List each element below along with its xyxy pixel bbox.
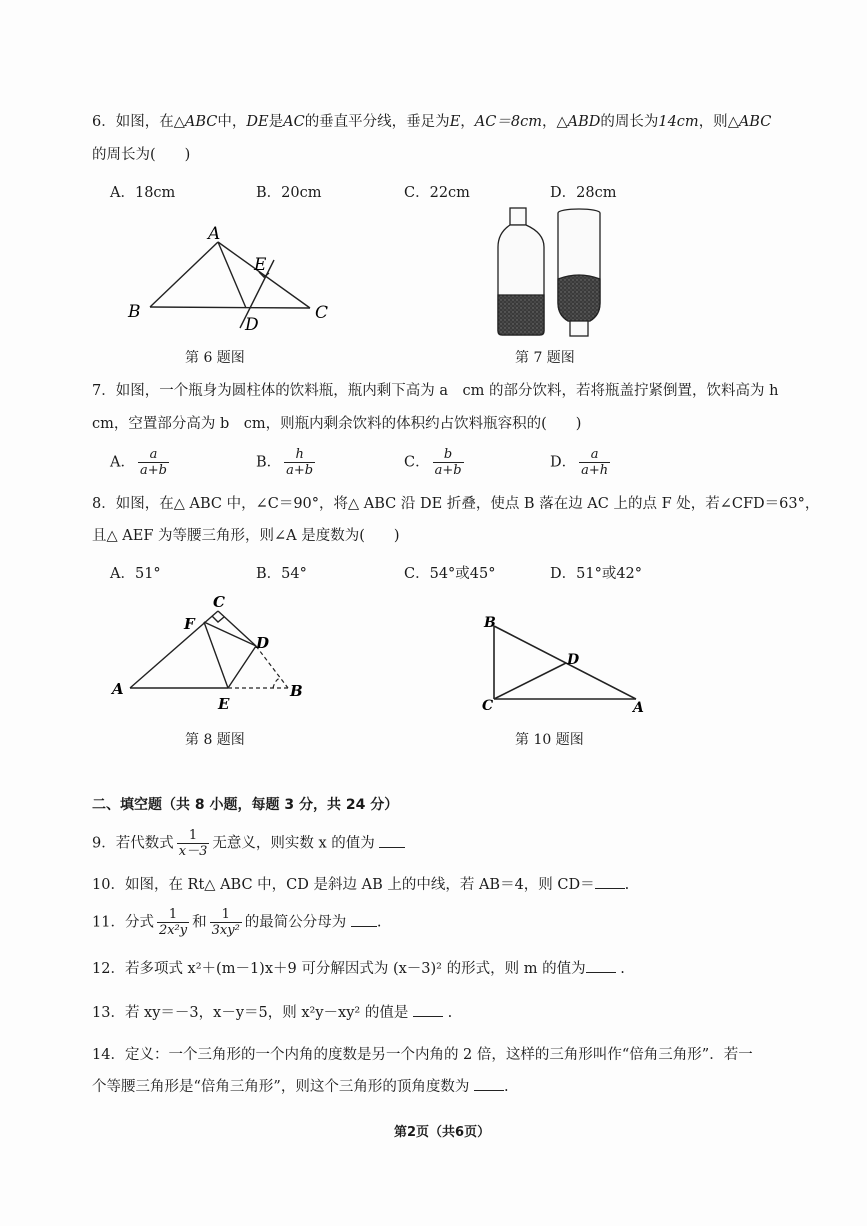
fig10-label-c: C (482, 698, 494, 714)
page-footer: 第2页（共6页） (394, 1125, 491, 1140)
figure-7-bottles (488, 203, 613, 338)
q6-line1: 6．如图，在△ABC中，DE是AC的垂直平分线，垂足为E，AC＝8cm，△ABD的周长为14cm，则△ABC (92, 114, 772, 130)
fig7-upright-cap (510, 208, 526, 225)
q8-option-b: B．54° (256, 566, 307, 582)
q11: 11．分式 $\frac{1}{\text{2x²y}}$ 和 $\frac{1}{\text{3xy²}}$ 的最简公分母为 . (92, 907, 382, 938)
fig8-label-f: F (184, 615, 195, 633)
q8-line1: 8．如图，在△ ABC 中，∠C＝90°，将△ ABC 沿 DE 折叠，使点 B 落在边 AC 上的点 F 处，若∠CFD＝63°， (92, 496, 820, 512)
q6-option-d: D．28cm (550, 185, 617, 201)
q6-option-a: A．18cm (110, 185, 176, 201)
q13: 13．若 xy＝－3，x－y＝5，则 x²y－xy² 的值是 . (92, 1005, 453, 1021)
figure-6 (120, 220, 340, 335)
q14-line1: 14．定义：一个三角形的一个内角的度数是另一个内角的 2 倍，这样的三角形叫作“倍角三角形”．若一 (92, 1047, 753, 1063)
q7-option-c: C． $\frac{b}{a+b}$ (404, 447, 462, 478)
q7-option-b: B． $\frac{h}{a+b}$ (256, 447, 314, 478)
q14-line2: 个等腰三角形是“倍角三角形”，则这个三角形的顶角度数为 . (92, 1079, 509, 1095)
fig8-right-angle-mark (212, 616, 224, 622)
fig8-label-a: A (112, 680, 124, 698)
fig8-label-e: E (218, 695, 230, 713)
fig7-caption: 第 7 题图 (515, 350, 575, 366)
figure-10 (476, 612, 651, 717)
fig8-caption: 第 8 题图 (185, 732, 245, 748)
fig6-label-e: E (254, 255, 267, 275)
figure-8 (108, 592, 313, 717)
fig8-segment-cd (218, 611, 256, 646)
q14-answer-blank (474, 1078, 504, 1091)
fig8-angle-arc (273, 678, 280, 688)
q6-option-c: C．22cm (404, 185, 470, 201)
fig8-segment-de (228, 646, 256, 688)
q7-option-d: D． $\frac{a}{a+h}$ (550, 447, 609, 478)
q7-line1: 7．如图，一个瓶身为圆柱体的饮料瓶，瓶内剩下高为 a cm 的部分饮料，若将瓶盖拧紧倒置，饮料高为 h (92, 383, 779, 399)
q12-answer-blank (586, 960, 616, 973)
fig7-inverted-cap (570, 321, 588, 336)
fig10-segment-cd (494, 663, 566, 699)
q9-answer-blank (379, 835, 405, 848)
fig6-segment-bc (150, 307, 310, 308)
q8-option-c: C．54°或45° (404, 566, 496, 582)
q8-option-d: D．51°或42° (550, 566, 643, 582)
fig6-segment-ab (150, 242, 218, 307)
q7-line2: cm，空置部分高为 b cm，则瓶内剩余饮料的体积约占饮料瓶容积的( ) (92, 416, 582, 432)
fig6-label-a: A (208, 224, 221, 244)
q12: 12．若多项式 x²＋(m－1)x＋9 可分解因式为 (x－3)² 的形式，则 m 的值为 . (92, 961, 625, 977)
fig8-dashed-db (256, 646, 288, 688)
q8-line2: 且△ AEF 为等腰三角形，则∠A 是度数为( ) (92, 528, 400, 544)
fig6-label-b: B (128, 302, 141, 322)
fig7-inverted-liquid (558, 275, 600, 321)
section-2-heading: 二、填空题（共 8 小题，每题 3 分，共 24 分） (92, 797, 399, 813)
q6-option-b: B．20cm (256, 185, 322, 201)
fig8-label-c: C (213, 593, 225, 611)
q7-option-a: A． $\frac{a}{a+b}$ (110, 447, 167, 478)
fig6-caption: 第 6 题图 (185, 350, 245, 366)
q10-answer-blank (595, 876, 625, 889)
q8-option-a: A．51° (110, 566, 161, 582)
q13-answer-blank (413, 1004, 443, 1017)
fig10-label-a: A (633, 700, 644, 716)
q10: 10．如图，在 Rt△ ABC 中，CD 是斜边 AB 上的中线，若 AB＝4，则 CD＝ . (92, 877, 630, 893)
fig8-label-d: D (256, 634, 270, 652)
fig8-label-b: B (290, 682, 303, 700)
q9: 9．若代数式 $\frac{1}{x-3}$ 无意义，则实数 x 的值为 (92, 828, 405, 859)
q6-line2: 的周长为( ) (92, 147, 191, 163)
fig6-label-c: C (315, 303, 329, 323)
q11-answer-blank (351, 914, 377, 927)
fig7-upright-liquid (498, 295, 544, 335)
fig6-label-d: D (245, 315, 259, 335)
fig10-label-d: D (567, 652, 580, 668)
fig10-caption: 第 10 题图 (515, 732, 584, 748)
fig10-label-b: B (484, 615, 496, 631)
